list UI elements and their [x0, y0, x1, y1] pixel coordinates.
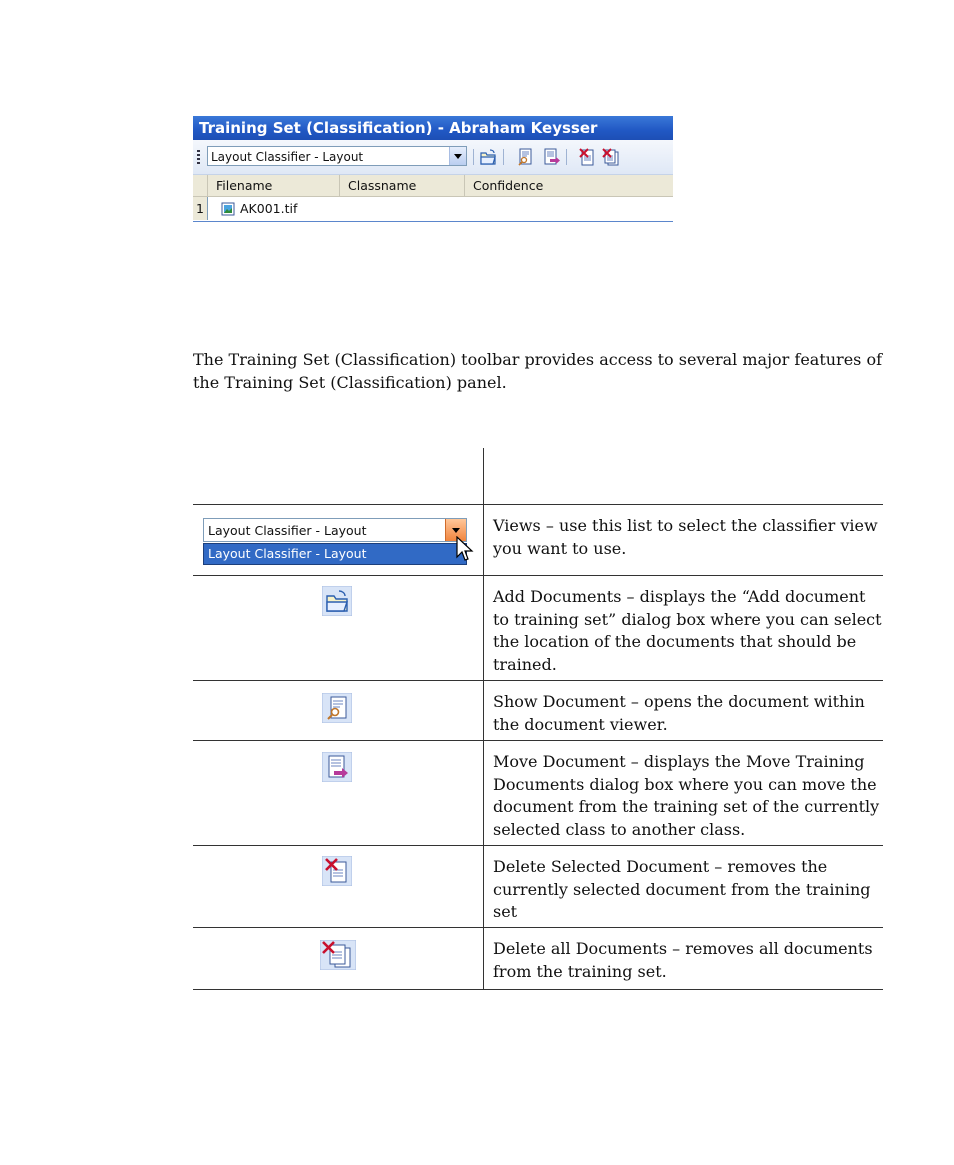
table-row[interactable] [193, 197, 673, 222]
row-filename: AK001.tif [240, 201, 298, 216]
column-header-classname[interactable]: Classname [339, 175, 458, 196]
table-header [193, 448, 883, 505]
delete-all-documents-icon [320, 940, 356, 970]
panel-title: Training Set (Classification) - Abraham Keysser [193, 116, 673, 140]
row-description: Views – use this list to select the classifier view you want to use. [493, 516, 878, 558]
table-row [193, 505, 883, 576]
row-description: Add Documents – displays the “Add document to training set” dialog box where you can select the location of the documents that should be trained. [493, 587, 882, 674]
row-icon-cell [193, 505, 484, 575]
mouse-cursor-icon [455, 536, 475, 564]
delete-all-documents-icon[interactable] [602, 148, 620, 166]
views-dropdown-option[interactable]: Layout Classifier - Layout [203, 543, 467, 565]
show-document-icon[interactable] [516, 148, 534, 166]
column-header-filename[interactable]: Filename [207, 175, 334, 196]
views-dropdown[interactable] [203, 518, 469, 566]
toolbar-grip[interactable] [197, 150, 200, 166]
column-divider [483, 448, 484, 504]
table-row [193, 576, 883, 681]
table-row [193, 846, 883, 928]
table-row [193, 741, 883, 846]
row-description: Move Document – displays the Move Training Documents dialog box where you can move the document from the training set of the currently selected class to another class. [493, 752, 880, 839]
open-folder-icon[interactable] [479, 148, 497, 166]
toolbar-feature-table [193, 448, 883, 990]
row-number: 1 [193, 197, 208, 220]
view-select[interactable] [207, 146, 467, 166]
views-dropdown-box[interactable] [203, 518, 467, 542]
row-icon-cell [193, 741, 484, 845]
grid-header [193, 175, 673, 197]
row-icon-cell [193, 846, 484, 927]
row-description: Delete Selected Document – removes the currently selected document from the training set [493, 857, 871, 921]
add-documents-icon [322, 586, 352, 616]
table-row [193, 681, 883, 741]
move-document-icon [322, 752, 352, 782]
row-icon-cell [193, 928, 484, 989]
table-row [193, 928, 883, 990]
view-select-value: Layout Classifier - Layout [211, 150, 364, 164]
column-header-confidence[interactable]: Confidence [464, 175, 673, 196]
intro-paragraph: The Training Set (Classification) toolbar provides access to several major features of the Training Set (Classification) panel. [193, 350, 883, 392]
move-document-icon[interactable] [542, 148, 560, 166]
show-document-icon [322, 693, 352, 723]
delete-selected-document-icon [322, 856, 352, 886]
toolbar-separator [473, 149, 474, 165]
row-description: Show Document – opens the document within the document viewer. [493, 692, 865, 734]
toolbar-separator [566, 149, 567, 165]
views-dropdown-value: Layout Classifier - Layout [208, 523, 367, 538]
row-icon-cell [193, 681, 484, 740]
delete-selected-document-icon[interactable] [578, 148, 596, 166]
toolbar-separator [503, 149, 504, 165]
chevron-down-icon[interactable] [449, 147, 466, 165]
row-icon-cell [193, 576, 484, 680]
training-set-panel [193, 116, 673, 228]
row-description: Delete all Documents – removes all documents from the training set. [493, 939, 873, 981]
image-file-icon [221, 202, 235, 216]
panel-toolbar [193, 140, 673, 175]
